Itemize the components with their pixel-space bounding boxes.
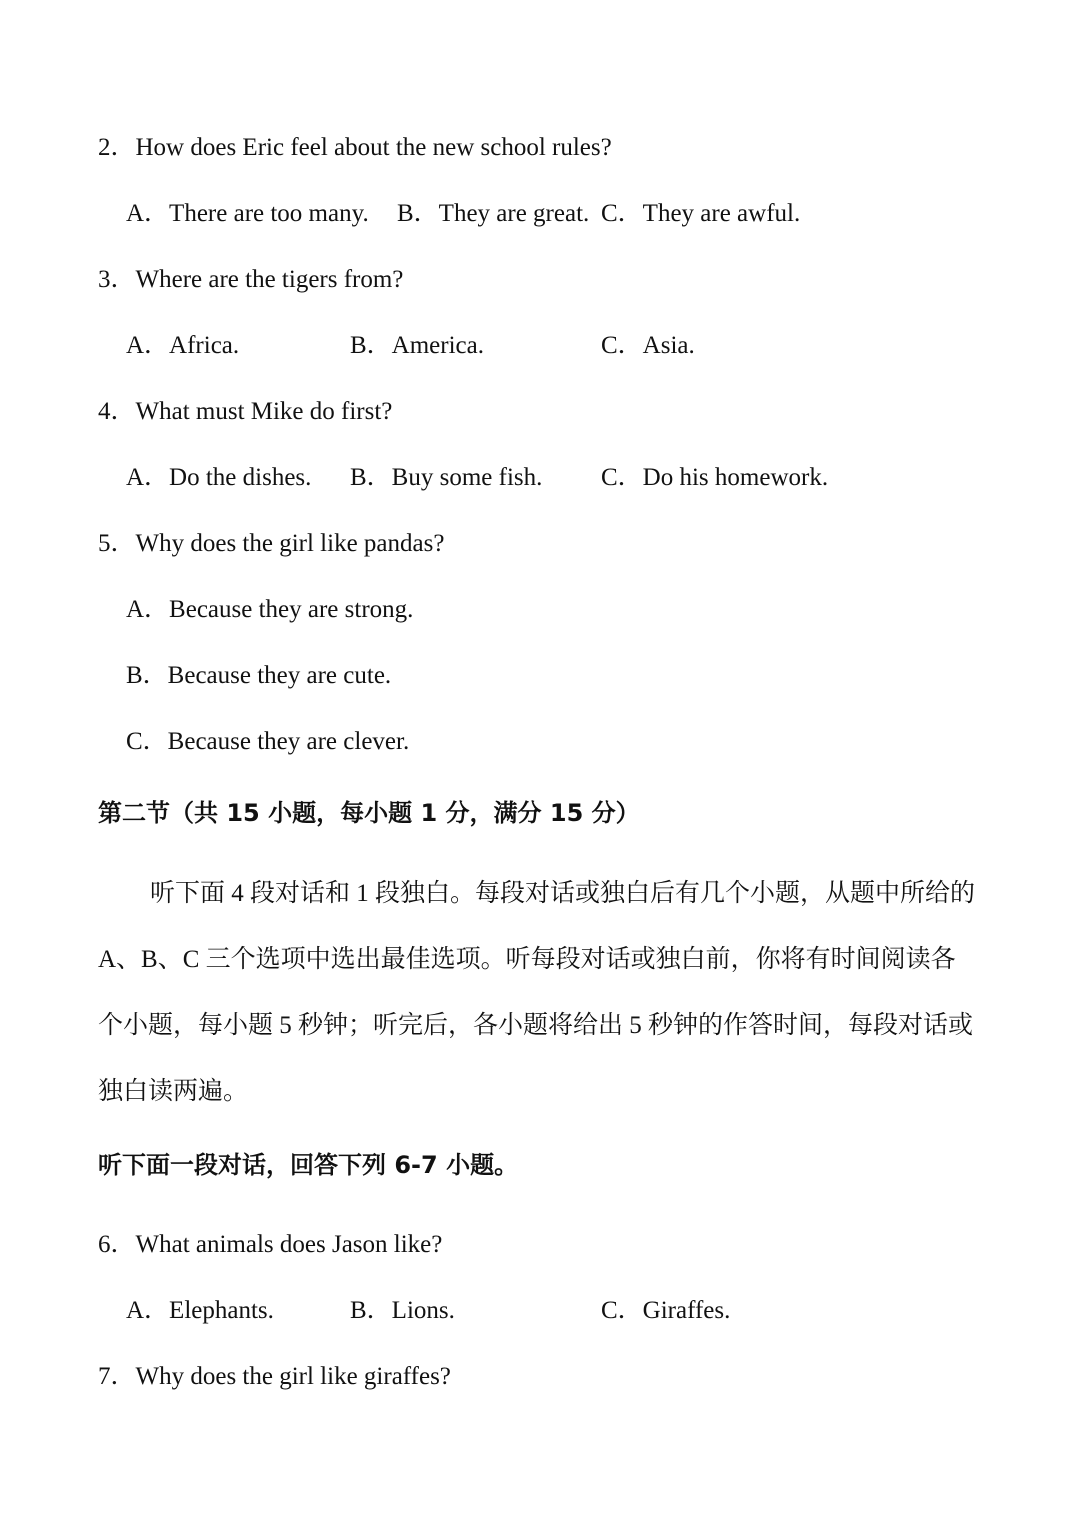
instructions-line-4: 独白读两遍。 xyxy=(98,1078,249,1105)
question-4-option-a: A．Do the dishes. xyxy=(126,464,312,491)
instructions-line-2: A、B、C 三个选项中选出最佳选项。听每段对话或独白前，你将有时间阅读各 xyxy=(98,946,956,973)
instructions-line-1: 听下面 4 段对话和 1 段独白。每段对话或独白后有几个小题，从题中所给的 xyxy=(150,880,976,907)
instructions-line-3: 个小题，每小题 5 秒钟；听完后，各小题将给出 5 秒钟的作答时间，每段对话或 xyxy=(98,1012,974,1039)
question-3-option-b: B．America. xyxy=(350,332,484,359)
dialogue-sub-heading: 听下面一段对话，回答下列 6-7 小题。 xyxy=(98,1151,519,1179)
question-4-option-b: B．Buy some fish. xyxy=(350,464,543,491)
question-6-option-a: A．Elephants. xyxy=(126,1297,274,1324)
question-2-option-b: B．They are great. xyxy=(397,200,590,227)
question-5-option-c: C．Because they are clever. xyxy=(126,728,410,755)
question-6-stem: 6．What animals does Jason like? xyxy=(98,1231,443,1258)
question-4-stem: 4．What must Mike do first? xyxy=(98,398,393,425)
question-2-option-c: C．They are awful. xyxy=(601,200,801,227)
question-3-stem: 3．Where are the tigers from? xyxy=(98,266,404,293)
question-4-option-c: C．Do his homework. xyxy=(601,464,829,491)
section-2-heading: 第二节（共 15 小题，每小题 1 分，满分 15 分） xyxy=(98,799,640,827)
question-3-option-c: C．Asia. xyxy=(601,332,695,359)
question-6-option-b: B．Lions. xyxy=(350,1297,455,1324)
question-2-stem: 2．How does Eric feel about the new school rules? xyxy=(98,134,612,161)
question-2-option-a: A．There are too many. xyxy=(126,200,369,227)
question-7-stem: 7．Why does the girl like giraffes? xyxy=(98,1363,451,1390)
question-5-option-b: B．Because they are cute. xyxy=(126,662,392,689)
question-3-option-a: A．Africa. xyxy=(126,332,240,359)
question-5-option-a: A．Because they are strong. xyxy=(126,596,414,623)
question-5-stem: 5．Why does the girl like pandas? xyxy=(98,530,445,557)
question-6-option-c: C．Giraffes. xyxy=(601,1297,731,1324)
